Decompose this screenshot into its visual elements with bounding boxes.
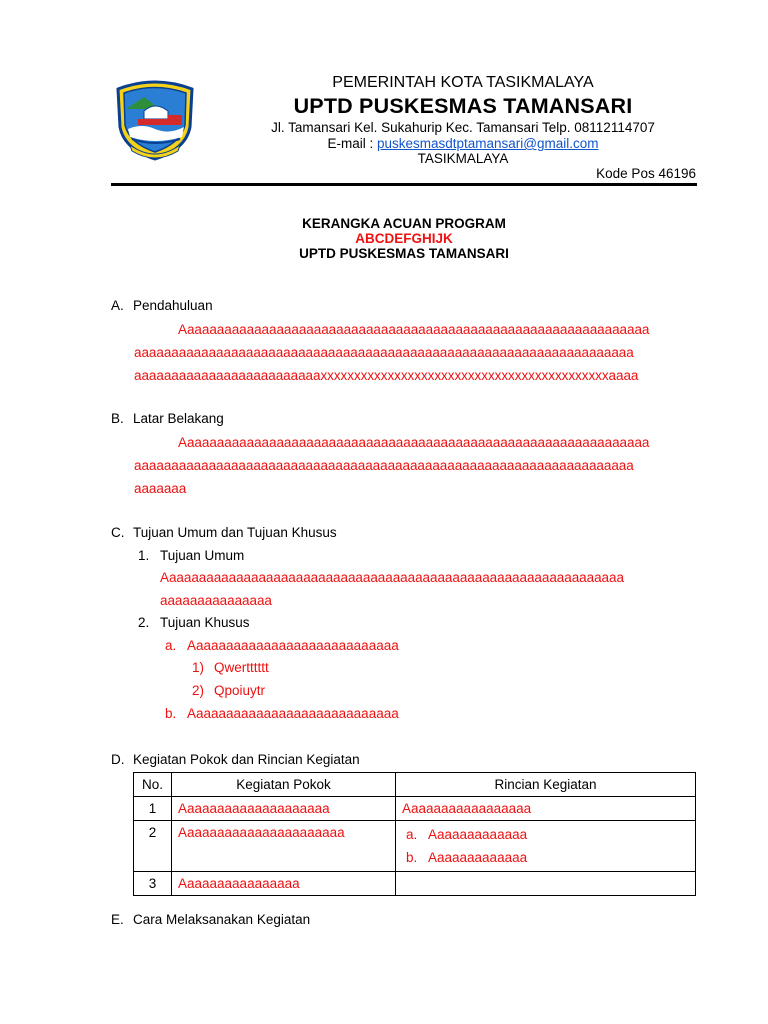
section-title: Tujuan Umum dan Tujuan Khusus [133, 525, 337, 540]
email-line [230, 136, 696, 151]
column-header: Rincian Kegiatan [396, 773, 696, 797]
table-row [134, 821, 696, 872]
tujuan-umum-body [160, 566, 700, 612]
cell-rincian [396, 872, 696, 896]
cell-kegiatan-pokok: Aaaaaaaaaaaaaaaa [172, 872, 396, 896]
paragraph-line: Aaaaaaaaaaaaaaaaaaaaaaaaaaaaaaaaaaaaaaaaaaaaaaaaaaaaaaaaaaaaaa [160, 570, 624, 585]
item-text: Aaaaaaaaaaaaaaaaaaaaaaaaaaaa [187, 706, 399, 721]
tujuan-khusus-item-a2 [192, 683, 265, 699]
subsection-tujuan-umum [138, 548, 244, 564]
cell-rincian: Aaaaaaaaaaaaaaaaa [396, 797, 696, 821]
address: Jl. Tamansari Kel. Sukahurip Kec. Tamansari Telp. 08112114707 [271, 120, 655, 135]
tujuan-khusus-item-b [165, 706, 399, 722]
section-marker: B. [111, 411, 124, 426]
subsection-marker: 2. [138, 615, 150, 630]
paragraph-line: aaaaaaa [134, 481, 187, 496]
section-title: Cara Melaksanakan Kegiatan [133, 912, 311, 927]
cell-no: 1 [134, 797, 172, 821]
cell-kegiatan-pokok: Aaaaaaaaaaaaaaaaaaaaaa [172, 821, 396, 872]
paragraph-line: Aaaaaaaaaaaaaaaaaaaaaaaaaaaaaaaaaaaaaaaaaaaaaaaaaaaaaaaaaaaaaaa [178, 322, 650, 337]
item-marker: 1) [192, 660, 205, 675]
column-header: No. [134, 773, 172, 797]
paragraph-line: aaaaaaaaaaaaaaaaaaaaaaaaaxxxxxxxxxxxxxxxxxxxxxxxxxxxxxxxxxxxxxxxxxxxaaaa [134, 368, 639, 383]
paragraph-line: aaaaaaaaaaaaaaa [160, 593, 272, 608]
subsection-title: Tujuan Umum [160, 548, 245, 563]
tujuan-khusus-item-a [165, 638, 399, 654]
letterhead-divider [111, 183, 697, 186]
section-b-heading [111, 411, 224, 427]
item-text: Qpoiuytr [214, 683, 266, 698]
item-text: Aaaaaaaaaaaaa [428, 850, 528, 865]
paragraph-line: Aaaaaaaaaaaaaaaaaaaaaaaaaaaaaaaaaaaaaaaaaaaaaaaaaaaaaaaaaaaaaaa [178, 435, 650, 450]
item-text: Qwertttttt [214, 660, 269, 675]
email-label: E-mail : [327, 136, 377, 151]
item-text: Aaaaaaaaaaaaa [428, 827, 528, 842]
section-marker: D. [111, 752, 125, 767]
cell-no: 3 [134, 872, 172, 896]
document-title: KERANGKA ACUAN PROGRAM [302, 216, 506, 231]
item-marker: b. [406, 850, 418, 865]
section-marker: E. [111, 912, 124, 927]
tujuan-khusus-item-a1 [192, 660, 269, 676]
cell-no: 2 [134, 821, 172, 872]
section-marker: A. [111, 298, 124, 313]
section-c-heading [111, 525, 337, 541]
column-header: Kegiatan Pokok [172, 773, 396, 797]
institution-name: UPTD PUSKESMAS TAMANSARI [293, 94, 633, 118]
document-subtitle: UPTD PUSKESMAS TAMANSARI [299, 246, 509, 261]
list-item [402, 823, 689, 846]
city-emblem-icon [114, 79, 196, 161]
paragraph-line: aaaaaaaaaaaaaaaaaaaaaaaaaaaaaaaaaaaaaaaaaaaaaaaaaaaaaaaaaaaaaaaaaaa [134, 458, 634, 473]
postal-code: Kode Pos 46196 [596, 166, 696, 181]
item-marker: a. [406, 827, 418, 842]
section-a-heading [111, 298, 213, 314]
item-text: Aaaaaaaaaaaaaaaaaaaaaaaaaaaa [187, 638, 399, 653]
kegiatan-table [133, 772, 696, 896]
section-d-heading [111, 752, 360, 768]
table-header-row [134, 773, 696, 797]
government-name: PEMERINTAH KOTA TASIKMALAYA [332, 74, 594, 91]
cell-rincian [396, 821, 696, 872]
item-marker: b. [165, 706, 177, 721]
item-marker: a. [165, 638, 177, 653]
table-row [134, 797, 696, 821]
section-e-heading [111, 912, 310, 928]
program-name: ABCDEFGHIJK [355, 231, 453, 246]
subsection-marker: 1. [138, 548, 150, 563]
section-title: Latar Belakang [133, 411, 224, 426]
list-item [402, 846, 689, 869]
section-a-body [134, 318, 700, 387]
paragraph-line: aaaaaaaaaaaaaaaaaaaaaaaaaaaaaaaaaaaaaaaaaaaaaaaaaaaaaaaaaaaaaaaaaaa [134, 345, 634, 360]
table-row [134, 872, 696, 896]
section-title: Pendahuluan [133, 298, 213, 313]
section-b-body [134, 431, 700, 500]
cell-kegiatan-pokok: Aaaaaaaaaaaaaaaaaaaa [172, 797, 396, 821]
item-marker: 2) [192, 683, 205, 698]
section-marker: C. [111, 525, 125, 540]
city: TASIKMALAYA [417, 151, 509, 166]
email-link[interactable]: puskesmasdtptamansari@gmail.com [376, 136, 599, 151]
subsection-title: Tujuan Khusus [160, 615, 250, 630]
section-title: Kegiatan Pokok dan Rincian Kegiatan [133, 752, 360, 767]
subsection-tujuan-khusus [138, 615, 250, 631]
